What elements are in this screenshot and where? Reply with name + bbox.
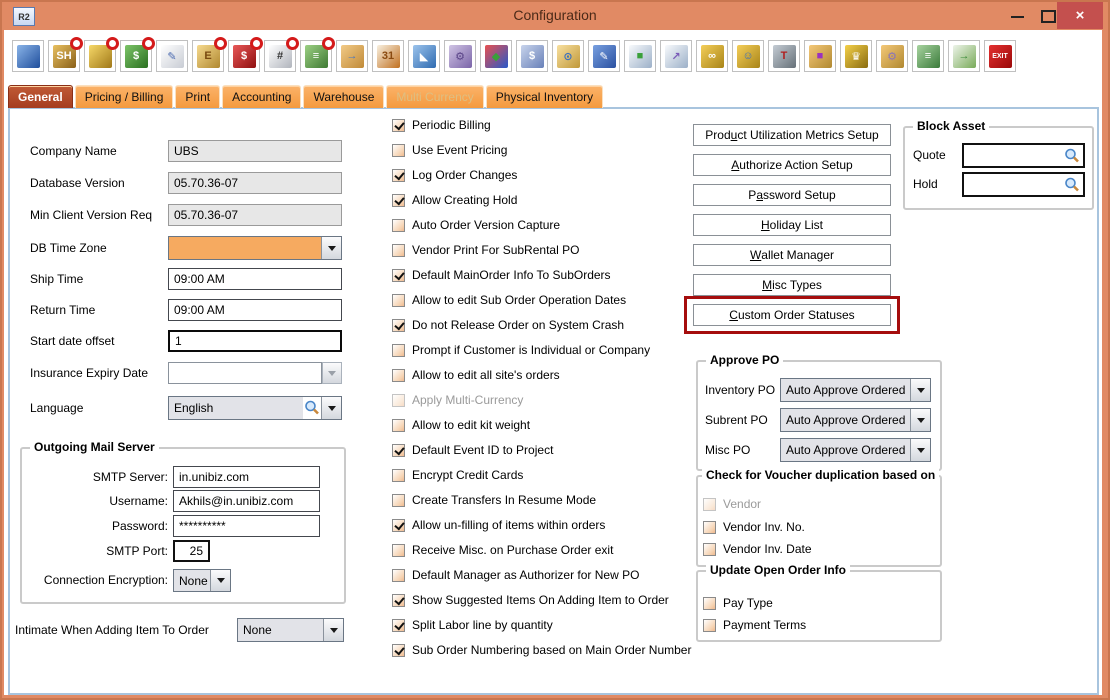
invoice-icon[interactable] — [120, 40, 152, 72]
ship-time-label: Ship Time — [30, 272, 84, 286]
calculator-gear-icon[interactable] — [912, 40, 944, 72]
folder-gear-icon[interactable] — [876, 40, 908, 72]
combo-value: Auto Approve Ordered — [781, 439, 910, 461]
checkbox-label: Vendor Inv. No. — [723, 520, 805, 534]
checkbox-box[interactable] — [703, 543, 716, 556]
insurance-expiry-field[interactable] — [168, 362, 322, 384]
misc-types-button[interactable]: M isc Types — [693, 274, 891, 296]
checkbox-label: Periodic Billing — [412, 118, 491, 132]
checkbox-allow-to-edit-all-site-s-orders[interactable] — [392, 367, 560, 383]
checkbox-box[interactable] — [392, 144, 405, 157]
window-title: Configuration — [513, 7, 597, 23]
search-icon[interactable] — [303, 399, 321, 417]
subrent-po-label: Subrent PO — [705, 413, 768, 427]
checkbox-label: Receive Misc. on Purchase Order exit — [412, 543, 614, 557]
language-label: Language — [30, 401, 84, 415]
password-field[interactable]: ********** — [173, 515, 320, 537]
form-edit-icon-glyph: ✎ — [593, 45, 616, 68]
checkbox-label: Allow to edit Sub Order Operation Dates — [412, 293, 627, 307]
set-square-ruler-icon-glyph: ◣ — [413, 45, 436, 68]
checkbox-box[interactable] — [392, 169, 405, 182]
tab-warehouse[interactable]: Warehouse — [303, 85, 384, 108]
block-asset-title: Block Asset — [913, 119, 989, 133]
schedule-grid-icon[interactable] — [264, 40, 296, 72]
shop-order-icon-glyph: SH — [53, 45, 76, 68]
checkbox-allow-to-edit-sub-order-operation-dates[interactable] — [392, 292, 626, 308]
combo-value: Auto Approve Ordered — [781, 379, 910, 401]
tab-accounting[interactable]: Accounting — [222, 85, 301, 108]
voucher-check-title: Check for Voucher duplication based on — [702, 468, 939, 482]
shield-user-icon-glyph: ☺ — [737, 45, 760, 68]
checkbox-box[interactable] — [392, 644, 405, 657]
checkbox-payment-terms[interactable] — [703, 617, 806, 633]
alert-badge-icon — [214, 37, 227, 50]
database-version-field: 05.70.36-07 — [168, 172, 342, 194]
company-name-label: Company Name — [30, 144, 117, 158]
checkbox-box[interactable] — [392, 344, 405, 357]
checkbox-box[interactable] — [392, 544, 405, 557]
checkbox-box[interactable] — [392, 469, 405, 482]
checkbox-split-labor-line-by-quantity[interactable] — [392, 617, 553, 633]
shop-order-icon[interactable] — [48, 40, 80, 72]
folder-lock-icon-glyph: ■ — [809, 45, 832, 68]
combo-value: Auto Approve Ordered — [781, 409, 910, 431]
checkbox-box — [703, 498, 716, 511]
checkbox-label: Allow Creating Hold — [412, 193, 518, 207]
smtp-port-field[interactable]: 25 — [173, 540, 210, 562]
checkbox-box[interactable] — [703, 521, 716, 534]
calendar-icon-glyph: 31 — [377, 45, 400, 68]
chevron-down-icon[interactable] — [321, 237, 341, 259]
checkbox-default-mainorder-info-to-suborders[interactable] — [392, 267, 611, 283]
checkbox-label: Default Manager as Authorizer for New PO — [412, 568, 640, 582]
language-value: English — [169, 397, 303, 419]
checkbox-box[interactable] — [392, 119, 405, 132]
checkbox-label: Apply Multi-Currency — [412, 393, 524, 407]
misc-po-combo[interactable] — [780, 438, 931, 462]
checkbox-vendor-inv-no-[interactable] — [703, 519, 805, 535]
chevron-down-icon[interactable] — [910, 379, 930, 401]
checkbox-box[interactable] — [392, 569, 405, 582]
chevron-down-icon[interactable] — [321, 397, 341, 419]
save-icon[interactable] — [12, 40, 44, 72]
checkbox-label: Sub Order Numbering based on Main Order Number — [412, 643, 692, 657]
schedule-grid-icon-glyph: # — [269, 45, 292, 68]
checkbox-box[interactable] — [392, 444, 405, 457]
db-time-zone-label: DB Time Zone — [30, 241, 107, 255]
database-version-label: Database Version — [30, 176, 125, 190]
checkbox-box[interactable] — [703, 619, 716, 632]
maximize-button[interactable] — [1041, 10, 1056, 23]
authorize-action-setup-button[interactable]: A uthorize Action Setup — [693, 154, 891, 176]
form-edit-icon[interactable] — [588, 40, 620, 72]
checkbox-box[interactable] — [392, 369, 405, 382]
price-tag-gear-icon[interactable] — [516, 40, 548, 72]
checkbox-do-not-release-order-on-system-crash[interactable] — [392, 317, 624, 333]
checkbox-use-event-pricing[interactable] — [392, 142, 507, 158]
edit-note-icon-glyph: ✎ — [161, 45, 184, 68]
checkbox-pay-type[interactable] — [703, 595, 773, 611]
exit-icon-glyph: EXIT — [989, 45, 1012, 68]
checkbox-label: Prompt if Customer is Individual or Company — [412, 343, 651, 357]
trophy-icon[interactable] — [840, 40, 872, 72]
approve-po-title: Approve PO — [706, 353, 783, 367]
smtp-port-label: SMTP Port: — [106, 544, 168, 558]
inventory-po-combo[interactable] — [780, 378, 931, 402]
folder-clock-icon[interactable] — [552, 40, 584, 72]
chevron-down-icon[interactable] — [323, 619, 343, 641]
shield-binoculars-icon[interactable] — [696, 40, 728, 72]
minimize-button[interactable] — [1011, 16, 1024, 18]
start-date-offset-label: Start date offset — [30, 334, 115, 348]
order-entry-icon[interactable] — [192, 40, 224, 72]
search-icon[interactable] — [1063, 176, 1081, 194]
gears-icon-glyph: ⚙ — [449, 45, 472, 68]
checkbox-show-suggested-items-on-adding-item-to-order[interactable] — [392, 592, 669, 608]
app-icon: R2 — [13, 7, 35, 26]
checkbox-label: Encrypt Credit Cards — [412, 468, 524, 482]
checkbox-vendor-print-for-subrental-po[interactable] — [392, 242, 579, 258]
login-lock-icon[interactable] — [336, 40, 368, 72]
price-tag-gear-icon-glyph: $ — [521, 45, 544, 68]
exit-icon[interactable] — [984, 40, 1016, 72]
checkbox-box[interactable] — [392, 244, 405, 257]
checkbox-vendor-inv-date[interactable] — [703, 541, 812, 557]
checkbox-box[interactable] — [392, 269, 405, 282]
username-field[interactable]: Akhils@in.unibiz.com — [173, 490, 320, 512]
db-time-zone-value — [169, 237, 321, 259]
save-icon-glyph — [17, 45, 40, 68]
checkbox-box — [392, 394, 405, 407]
calendar-icon[interactable] — [372, 40, 404, 72]
tab-bar — [8, 85, 603, 108]
update-open-order-title: Update Open Order Info — [706, 563, 850, 577]
toolbar — [12, 40, 1016, 76]
min-client-version-label: Min Client Version Req — [30, 208, 153, 222]
color-cubes-icon[interactable] — [480, 40, 512, 72]
checkbox-receive-misc-on-purchase-order-exit[interactable] — [392, 542, 613, 558]
search-icon[interactable] — [1063, 147, 1081, 165]
custom-order-statuses-button[interactable]: C ustom Order Statuses — [693, 304, 891, 326]
trophy-icon-glyph: ♛ — [845, 45, 868, 68]
payment-icon[interactable] — [228, 40, 260, 72]
report-table-icon[interactable] — [300, 40, 332, 72]
doc-share-icon-glyph: ↗ — [665, 45, 688, 68]
checkbox-label: Vendor Print For SubRental PO — [412, 243, 580, 257]
set-square-ruler-icon[interactable] — [408, 40, 440, 72]
checkbox-label: Default Event ID to Project — [412, 443, 554, 457]
password-label: Password: — [111, 519, 168, 533]
inventory-po-label: Inventory PO — [705, 383, 776, 397]
return-time-label: Return Time — [30, 303, 96, 317]
login-lock-icon-glyph: → — [341, 45, 364, 68]
checkbox-sub-order-numbering-based-on-main-order-number[interactable] — [392, 642, 691, 658]
drill-gear-icon-glyph: T — [773, 45, 796, 68]
folder-gear-icon-glyph: ⚙ — [881, 45, 904, 68]
outgoing-mail-server-title: Outgoing Mail Server — [30, 440, 159, 454]
checkbox-label: Vendor Inv. Date — [723, 542, 812, 556]
checkbox-label: Payment Terms — [723, 618, 807, 632]
drill-gear-icon[interactable] — [768, 40, 800, 72]
quote-label: Quote — [913, 148, 946, 162]
coins-icon[interactable] — [84, 40, 116, 72]
username-label: Username: — [109, 494, 168, 508]
checkbox-apply-multi-currency — [392, 392, 523, 408]
checkbox-box[interactable] — [703, 597, 716, 610]
block-asset-group — [903, 119, 1094, 210]
color-cubes-icon-glyph: ◆ — [485, 45, 508, 68]
smtp-server-field[interactable]: in.unibiz.com — [173, 466, 320, 488]
checkbox-allow-un-filling-of-items-within-orders[interactable] — [392, 517, 605, 533]
min-client-version-field: 05.70.36-07 — [168, 204, 342, 226]
checkbox-default-manager-as-authorizer-for-new-po[interactable] — [392, 567, 639, 583]
tab-print[interactable]: Print — [175, 85, 220, 108]
language-combo[interactable] — [168, 396, 342, 420]
doc-cube-icon-glyph: ■ — [629, 45, 652, 68]
checkbox-box[interactable] — [392, 494, 405, 507]
checkbox-prompt-if-customer-is-individual-or-company[interactable] — [392, 342, 650, 358]
tab-general[interactable]: General — [8, 85, 73, 108]
alert-badge-icon — [70, 37, 83, 50]
payment-icon-glyph: $ — [233, 45, 256, 68]
checkbox-default-event-id-to-project[interactable] — [392, 442, 553, 458]
wallet-manager-button[interactable]: W allet Manager — [693, 244, 891, 266]
checkbox-label: Auto Order Version Capture — [412, 218, 561, 232]
gears-icon[interactable] — [444, 40, 476, 72]
order-entry-icon-glyph: E — [197, 45, 220, 68]
chevron-down-icon — [323, 363, 341, 383]
checkbox-label: Default MainOrder Info To SubOrders — [412, 268, 611, 282]
insurance-expiry-label: Insurance Expiry Date — [30, 366, 149, 380]
checkbox-log-order-changes[interactable] — [392, 167, 517, 183]
doc-share-icon[interactable] — [660, 40, 692, 72]
intimate-label: Intimate When Adding Item To Order — [15, 623, 209, 637]
close-icon: × — [1075, 7, 1085, 24]
hold-field[interactable] — [962, 172, 1085, 197]
quote-field[interactable] — [962, 143, 1085, 168]
invoice-icon-glyph: $ — [125, 45, 148, 68]
connection-encryption-combo[interactable] — [173, 569, 231, 592]
chevron-down-icon[interactable] — [210, 570, 230, 591]
intimate-combo[interactable] — [237, 618, 344, 642]
checkbox-label: Vendor — [723, 497, 762, 511]
checkbox-label: Log Order Changes — [412, 168, 518, 182]
intimate-value: None — [238, 619, 323, 641]
close-button[interactable] — [1057, 2, 1103, 29]
tab-pricing-billing[interactable]: Pricing / Billing — [75, 85, 174, 108]
alert-badge-icon — [250, 37, 263, 50]
checkbox-create-transfers-in-resume-mode[interactable] — [392, 492, 596, 508]
hold-label: Hold — [913, 177, 938, 191]
checkbox-label: Create Transfers In Resume Mode — [412, 493, 597, 507]
report-table-icon-glyph: ≡ — [305, 45, 328, 68]
chevron-down-icon[interactable] — [910, 439, 930, 461]
checkbox-label: Allow to edit kit weight — [412, 418, 531, 432]
checkbox-label: Allow un-filling of items within orders — [412, 518, 606, 532]
highlight-box — [684, 296, 900, 334]
checkbox-label: Allow to edit all site's orders — [412, 368, 560, 382]
checkbox-box[interactable] — [392, 319, 405, 332]
misc-po-label: Misc PO — [705, 443, 751, 457]
checkbox-auto-order-version-capture[interactable] — [392, 217, 560, 233]
password-setup-button[interactable]: P a ssword Setup — [693, 184, 891, 206]
checkbox-label: Pay Type — [723, 596, 773, 610]
folder-clock-icon-glyph: ⊙ — [557, 45, 580, 68]
checkbox-box[interactable] — [392, 594, 405, 607]
checkbox-label: Do not Release Order on System Crash — [412, 318, 625, 332]
insurance-expiry-dropdown — [322, 362, 342, 384]
checkbox-box[interactable] — [392, 294, 405, 307]
subrent-po-combo[interactable] — [780, 408, 931, 432]
alert-badge-icon — [322, 37, 335, 50]
shield-user-icon[interactable] — [732, 40, 764, 72]
doc-export-icon[interactable] — [948, 40, 980, 72]
folder-lock-icon[interactable] — [804, 40, 836, 72]
db-time-zone-combo[interactable] — [168, 236, 342, 260]
checkbox-label: Show Suggested Items On Adding Item to Order — [412, 593, 669, 607]
product-utilization-metrics-setup-button[interactable]: Prod u ct Utilization Metrics Setup — [693, 124, 891, 146]
checkbox-encrypt-credit-cards[interactable] — [392, 467, 523, 483]
alert-badge-icon — [142, 37, 155, 50]
checkbox-vendor — [703, 496, 761, 512]
checkbox-label: Use Event Pricing — [412, 143, 508, 157]
doc-export-icon-glyph: → — [953, 45, 976, 68]
checkbox-box[interactable] — [392, 219, 405, 232]
checkbox-box[interactable] — [392, 519, 405, 532]
title-bar — [0, 0, 1110, 30]
checkbox-box[interactable] — [392, 419, 405, 432]
start-date-offset-field[interactable]: 1 — [168, 330, 342, 352]
ship-time-field[interactable]: 09:00 AM — [168, 268, 342, 290]
holiday-list-button[interactable]: H oliday List — [693, 214, 891, 236]
checkbox-allow-creating-hold[interactable] — [392, 192, 517, 208]
alert-badge-icon — [106, 37, 119, 50]
smtp-server-label: SMTP Server: — [92, 470, 168, 484]
doc-cube-icon[interactable] — [624, 40, 656, 72]
edit-note-icon[interactable] — [156, 40, 188, 72]
checkbox-label: Split Labor line by quantity — [412, 618, 553, 632]
company-name-field: UBS — [168, 140, 342, 162]
tab-physical-inventory[interactable]: Physical Inventory — [486, 85, 603, 108]
checkbox-box[interactable] — [392, 619, 405, 632]
checkbox-allow-to-edit-kit-weight[interactable] — [392, 417, 530, 433]
connection-encryption-value: None — [174, 570, 210, 591]
shield-binoculars-icon-glyph: ∞ — [701, 45, 724, 68]
return-time-field[interactable]: 09:00 AM — [168, 299, 342, 321]
tab-multi-currency: Multi Currency — [386, 85, 483, 108]
checkbox-periodic-billing[interactable] — [392, 117, 491, 133]
checkbox-box[interactable] — [392, 194, 405, 207]
alert-badge-icon — [286, 37, 299, 50]
chevron-down-icon[interactable] — [910, 409, 930, 431]
connection-encryption-label: Connection Encryption: — [43, 573, 168, 587]
calculator-gear-icon-glyph: ≡ — [917, 45, 940, 68]
